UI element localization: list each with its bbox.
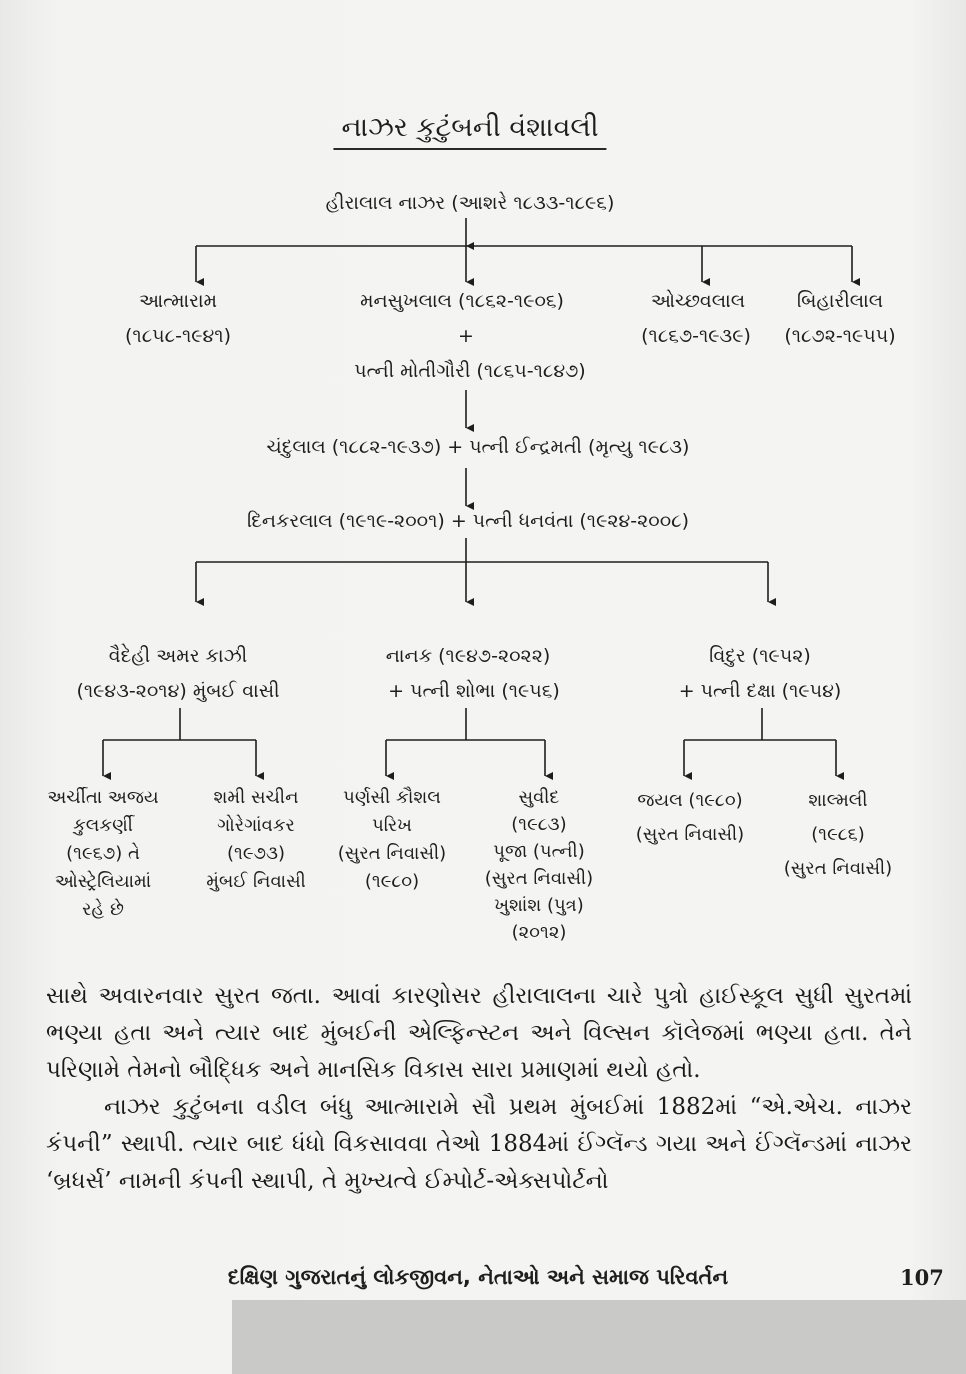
node-vaidehi-line2: (૧૯૪૩-૨૦૧૪) મુંબઈ વાસી: [76, 680, 280, 702]
node-parnasi-line: (૧૯૮૦): [364, 871, 420, 892]
node-atmaram-name: આત્મારામ: [138, 290, 218, 312]
node-vidur-line2: + પત્ની દક્ષા (૧૯૫૪): [678, 680, 842, 702]
scan-shadow-strip: [232, 1300, 966, 1374]
node-suvid-line: (સુરત નિવાસી): [484, 868, 594, 889]
node-chandulal: ચંદુલાલ (૧૮૮૨-૧૯૩૭) + પત્ની ઈન્દ્રમતી (મૃત્યુ ૧૯૮૩): [266, 436, 690, 458]
node-nanak-line1: નાનક (૧૯૪૭-૨૦૨૨): [385, 645, 551, 667]
node-jayal-line: જયલ (૧૯૮૦): [637, 790, 743, 811]
node-mansukhlal: મનસુખલાલ (૧૮૬૨-૧૯૦૬): [360, 290, 564, 312]
node-dinkarlal: દિનકરલાલ (૧૯૧૯-૨૦૦૧) + પત્ની ધનવંતા (૧૯૨૪-૨૦૦૮): [246, 510, 690, 532]
node-suvid-line: (૨૦૧૨): [511, 922, 567, 943]
node-jayal: [636, 784, 744, 852]
running-footer-title: દક્ષિણ ગુજરાતનું લોકજીવન, નેતાઓ અને સમાજ પરિવર્તન: [227, 1265, 729, 1289]
node-archita-line: ઓસ્ટ્રેલિયામાં: [54, 871, 152, 892]
node-vidur-line1: વિદુર (૧૯૫૨): [709, 645, 811, 667]
node-archita-line: અર્ચીતા અજય: [47, 787, 159, 808]
tree-root-hiralal: હીરાલાલ નાઝર (આશરે ૧૮૩૩-૧૮૯૬): [325, 192, 615, 214]
node-archita-line: કુલકર્ણી: [73, 815, 133, 836]
node-mansukh-plus: +: [458, 325, 474, 347]
page-number: 107: [900, 1265, 944, 1290]
node-biharilal-years: (૧૮૭૨-૧૯૫૫): [784, 325, 896, 347]
node-shalmali-line: (૧૯૮૬): [811, 824, 865, 845]
body-text: [46, 978, 912, 1200]
node-suvid-line: (૧૯૮૩): [511, 814, 567, 835]
node-vaidehi-line1: વૈદેહી અમર કાઝી: [108, 645, 248, 667]
node-shami-line: મુંબઈ નિવાસી: [206, 871, 306, 892]
node-shalmali-line: શાલ્મલી: [808, 790, 868, 811]
node-jayal-line: (સુરત નિવાસી): [635, 824, 745, 845]
node-shami: [206, 784, 306, 896]
node-nanak-line2: + પત્ની શોભા (૧૯૫૬): [388, 680, 560, 702]
node-atmaram-years: (૧૮૫૮-૧૯૪૧): [124, 325, 232, 347]
node-shami-line: શમી સચીન: [213, 787, 299, 808]
node-parnasi-line: પર્ણસી કૌશલ: [343, 787, 441, 808]
node-shalmali-line: (સુરત નિવાસી): [783, 858, 893, 879]
node-ochhavlal-name: ઓચ્છવલાલ: [650, 290, 746, 312]
node-shalmali: [784, 784, 892, 886]
node-archita: [47, 784, 158, 924]
node-archita-line: (૧૯૬૭) તે: [66, 843, 140, 864]
node-shami-line: ગોરેગાંવકર: [217, 815, 295, 836]
node-parnasi-line: પરિખ: [372, 815, 412, 836]
body-paragraph-1: સાથે અવારનવાર સુરત જતા. આવાં કારણોસર હીરાલાલના ચારે પુત્રો હાઈસ્કૂલ સુધી સુરતમાં ભણ્યા હતા અને ત્યાર બાદ મુંબઈની એલ્ફિન્સ્ટન અને વિલ્સન કૉલેજમાં ભણ્યા હતા. તેને પરિણામે તેમનો બૌદ્ધિક અને માનસિક વિકાસ સારા પ્રમાણમાં થયો હતો.: [46, 983, 912, 1083]
node-parnasi: [338, 784, 446, 896]
page-title: નાઝર કુટુંબની વંશાવલી: [333, 112, 606, 150]
body-paragraph-2: નાઝર કુટુંબના વડીલ બંધુ આત્મારામે સૌ પ્રથમ મુંબઈમાં 1882માં “એ.એચ. નાઝર કંપની” સ્થાપી. ત્યાર બાદ ધંધો વિકસાવવા તેઓ 1884માં ઈંગ્લૅન્ડ ગયા અને ઈંગ્લૅન્ડમાં નાઝર ‘બ્રધર્સ’ નામની કંપની સ્થાપી, તે મુખ્યત્વે ઈમ્પોર્ટ-એક્સપોર્ટનો: [46, 1094, 912, 1194]
node-shami-line: (૧૯૭૩): [226, 843, 286, 864]
node-parnasi-line: (સુરત નિવાસી): [337, 843, 447, 864]
node-biharilal-name: બિહારીલાલ: [796, 290, 884, 312]
node-suvid-line: ખુશાંશ (પુત્ર): [494, 895, 584, 916]
node-ochhavlal-years: (૧૮૬૭-૧૯૩૯): [641, 325, 751, 347]
node-suvid: [485, 784, 593, 946]
node-suvid-line: પૂજા (પત્ની): [493, 841, 585, 862]
node-suvid-line: સુવીદ: [518, 787, 560, 808]
node-mansukh-wife: પત્ની મોતીગૌરી (૧૮૬૫-૧૮૪૭): [354, 360, 586, 382]
node-archita-line: રહે છે: [82, 899, 124, 920]
